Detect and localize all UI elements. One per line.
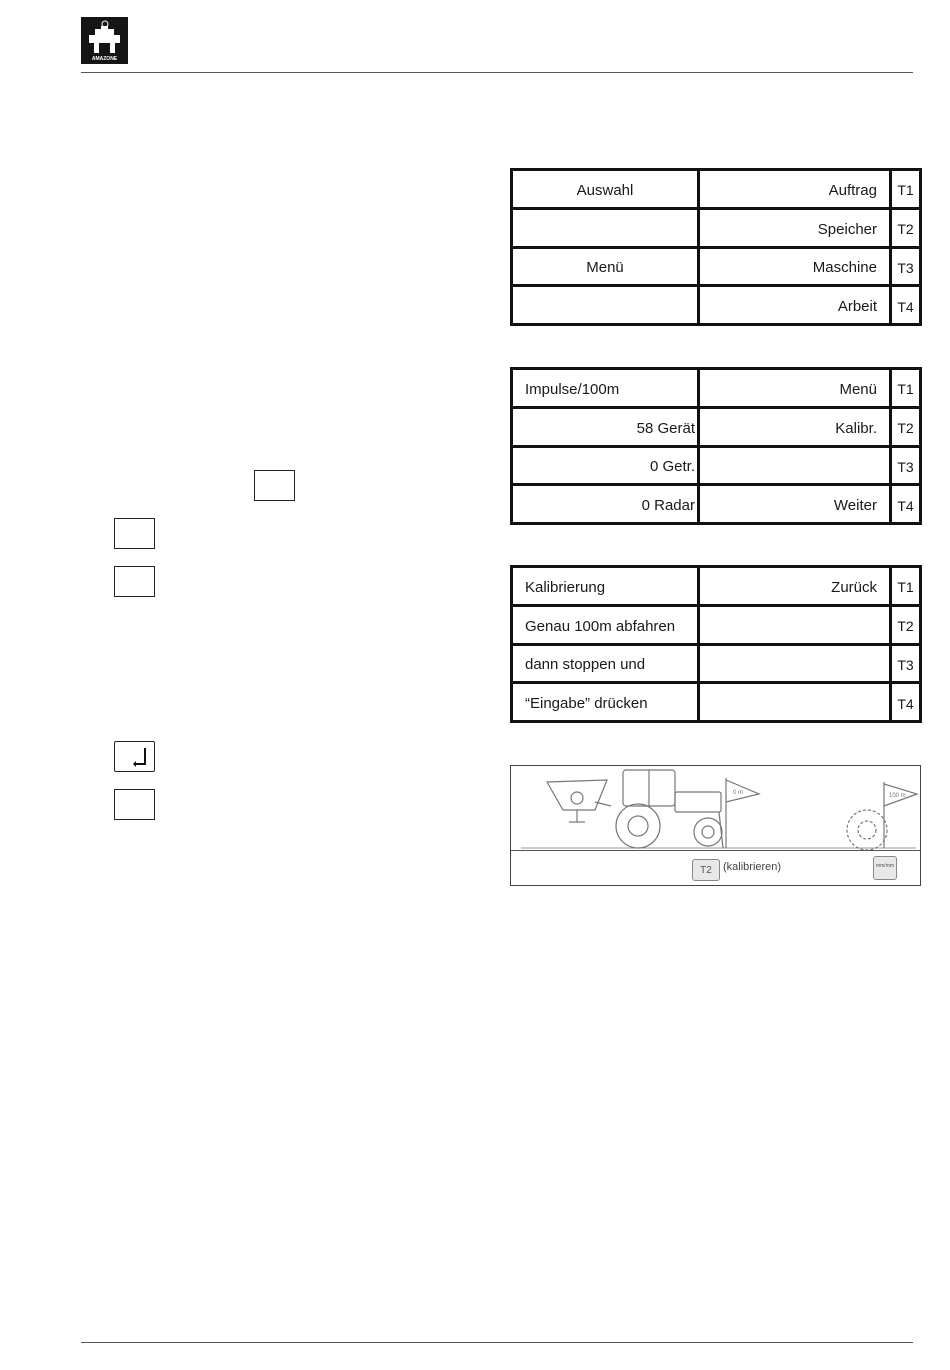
tractor-icon (511, 766, 920, 852)
footer-rule (81, 1342, 913, 1343)
illustration-instruction-bar (511, 850, 920, 885)
softkey-t1[interactable]: T1 (892, 370, 919, 406)
softkey-label-empty (700, 646, 889, 682)
panel-cell-label (513, 210, 697, 246)
key-blank-icon (254, 470, 295, 501)
display-panel-auswahl (510, 168, 922, 326)
key-blank-icon (114, 518, 155, 549)
display-panel-impulse (510, 367, 922, 525)
kalibrieren-label: (kalibrieren) (723, 861, 782, 873)
svg-text:0 m: 0 m (733, 790, 744, 796)
softkey-label-empty (700, 448, 889, 484)
softkey-label-arbeit: Arbeit (700, 287, 889, 323)
softkey-t1[interactable]: T1 (892, 568, 919, 604)
softkey-label-zurueck: Zurück (700, 568, 889, 604)
start-flag-icon (726, 778, 759, 848)
panel-cell-label: Menü (513, 249, 697, 285)
panel-cell-label (513, 287, 697, 323)
spreader-icon (547, 780, 611, 822)
calibration-illustration (510, 765, 921, 886)
softkey-t3[interactable]: T3 (892, 646, 919, 682)
softkey-label-empty (700, 607, 889, 643)
panel-title: Impulse/100m (513, 370, 697, 406)
softkey-t4[interactable]: T4 (892, 486, 919, 522)
softkey-t4[interactable]: T4 (892, 684, 919, 720)
mm-key-icon: mm/mm (873, 856, 897, 880)
svg-text:AMAZONE: AMAZONE (91, 56, 118, 62)
softkey-t4[interactable]: T4 (892, 287, 919, 323)
key-blank-icon (114, 566, 155, 597)
amazone-logo (81, 17, 128, 64)
impulse-value-geraet: 58 Gerät (513, 409, 697, 445)
t2-key-icon: T2 (692, 859, 720, 881)
softkey-label-empty (700, 684, 889, 720)
impulse-value-radar: 0 Radar (513, 486, 697, 522)
softkey-t1[interactable]: T1 (892, 171, 919, 207)
amazone-logo-icon (81, 17, 128, 64)
header-rule (81, 72, 913, 73)
softkey-t2[interactable]: T2 (892, 607, 919, 643)
softkey-label-weiter: Weiter (700, 486, 889, 522)
softkey-label-maschine: Maschine (700, 249, 889, 285)
instruction-line: Genau 100m abfahren (513, 607, 697, 643)
instruction-line: dann stoppen und (513, 646, 697, 682)
softkey-t3[interactable]: T3 (892, 448, 919, 484)
key-blank-icon (114, 789, 155, 820)
softkey-label-auftrag: Auftrag (700, 171, 889, 207)
panel-cell-label: Auswahl (513, 171, 697, 207)
svg-text:100 m: 100 m (889, 793, 906, 799)
panel-title: Kalibrierung (513, 568, 697, 604)
softkey-t2[interactable]: T2 (892, 409, 919, 445)
softkey-label-speicher: Speicher (700, 210, 889, 246)
impulse-value-getr: 0 Getr. (513, 448, 697, 484)
softkey-label-kalibr: Kalibr. (700, 409, 889, 445)
softkey-label-menu: Menü (700, 370, 889, 406)
instruction-line: “Eingabe” drücken (513, 684, 697, 720)
wheel-icon (847, 810, 887, 850)
end-flag-icon (884, 782, 917, 848)
softkey-t3[interactable]: T3 (892, 249, 919, 285)
enter-key-icon (114, 741, 155, 772)
display-panel-kalibrierung (510, 565, 922, 723)
softkey-t2[interactable]: T2 (892, 210, 919, 246)
